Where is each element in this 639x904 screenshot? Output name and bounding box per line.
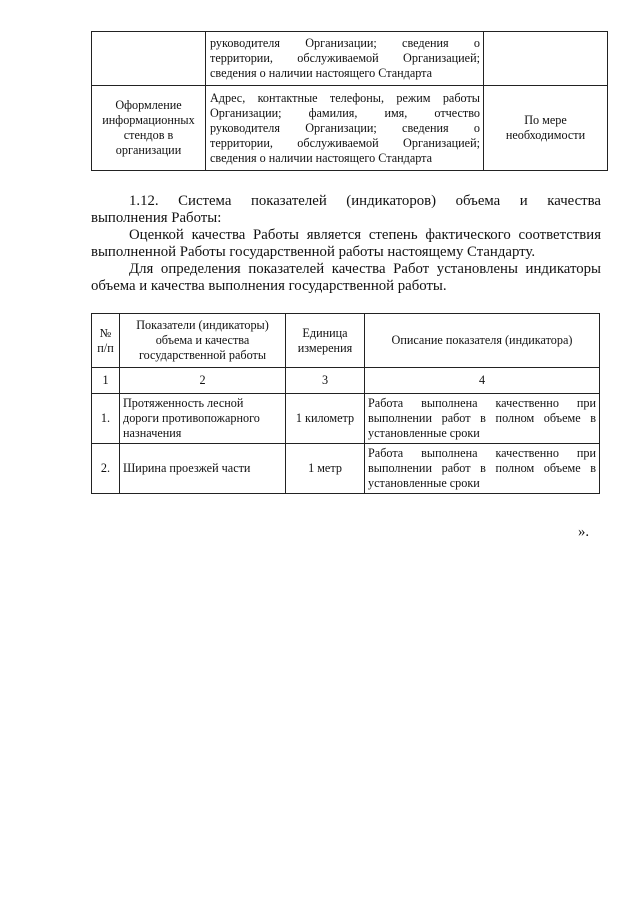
indicators-table <box>91 313 600 494</box>
section-1-12-heading: 1.12. Система показателей (индикаторов) объема и качества <box>129 193 601 209</box>
table-cell <box>92 32 206 86</box>
paragraph-indicators-intro: Для определения показателей качества Работ установлены индикаторы <box>129 261 601 277</box>
header-indicator: Показатели (индикаторы) объема и качества государственной работы <box>120 314 286 368</box>
paragraph-quality-assessment-cont: выполненной Работы государственной работы настоящему Стандарту. <box>91 244 536 260</box>
table-header-row <box>92 314 600 368</box>
header-num: № п/п <box>92 314 120 368</box>
header-unit: Единица измерения <box>286 314 365 368</box>
row-indicator: Протяженность лесной дороги противопожарного назначения <box>120 394 286 444</box>
row-description: Работа выполнена качественно при выполнении работ в полном объеме в установленные сроки <box>365 444 600 494</box>
column-number: 3 <box>286 368 365 394</box>
column-number: 4 <box>365 368 600 394</box>
row-unit: 1 метр <box>286 444 365 494</box>
header-description: Описание показателя (индикатора) <box>365 314 600 368</box>
column-number: 2 <box>120 368 286 394</box>
row-indicator: Ширина проезжей части <box>120 444 286 494</box>
paragraph-quality-assessment: Оценкой качества Работы является степень фактического соответствия <box>129 227 601 243</box>
paragraph-indicators-intro-cont: объема и качества выполнения государственной работы. <box>91 278 447 294</box>
table-cell <box>484 32 608 86</box>
table-cell-frequency: По мере необходимости <box>484 86 608 171</box>
row-num: 1. <box>92 394 120 444</box>
table-row <box>92 444 600 494</box>
table-cell-info-content: Адрес, контактные телефоны, режим работы Организации; фамилия, имя, отчество руководителя Организации; сведения о территории, обслуживаемой Организацией; сведения о наличии настоящего Стандарта <box>206 86 484 171</box>
section-1-12-heading-cont: выполнения Работы: <box>91 210 222 226</box>
row-num: 2. <box>92 444 120 494</box>
table-row <box>92 394 600 444</box>
row-unit: 1 километр <box>286 394 365 444</box>
closing-quote: ». <box>578 524 590 540</box>
table-cell-method: Оформление информационных стендов в организации <box>92 86 206 171</box>
table-numbering-row <box>92 368 600 394</box>
column-number: 1 <box>92 368 120 394</box>
table-row <box>92 86 608 171</box>
table-cell-info-content: руководителя Организации; сведения о территории, обслуживаемой Организацией; сведения о наличии настоящего Стандарта <box>206 32 484 86</box>
table-row <box>92 32 608 86</box>
row-description: Работа выполнена качественно при выполнении работ в полном объеме в установленные сроки <box>365 394 600 444</box>
services-info-table-continuation <box>91 31 608 171</box>
